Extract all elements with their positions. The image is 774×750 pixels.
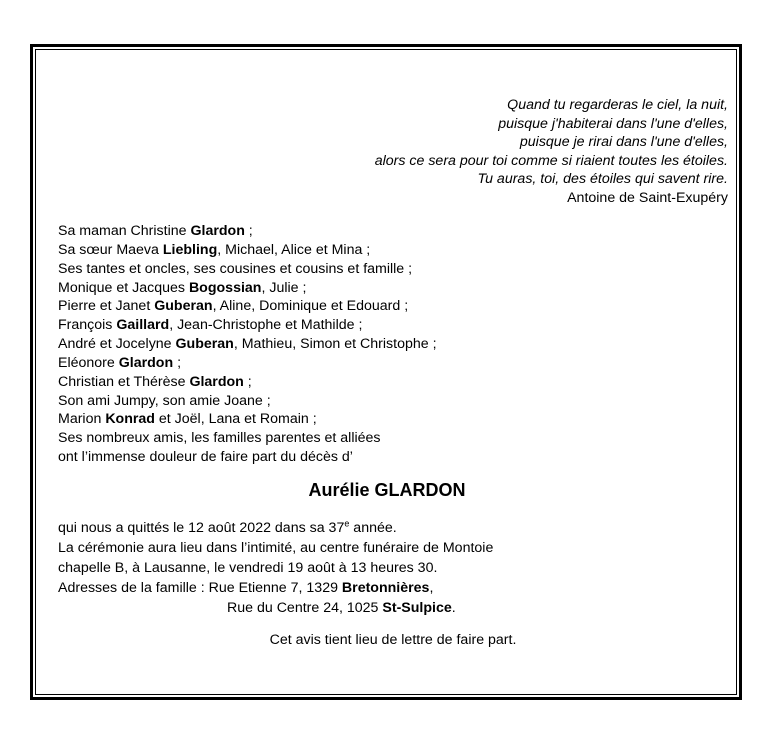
family-line: Eléonore Glardon ; [58,354,182,371]
family-line: ont l’immense douleur de faire part du décès d’ [58,449,353,466]
quote-line: Tu auras, toi, des étoiles qui savent rire. [477,171,728,188]
details-line: La cérémonie aura lieu dans l’intimité, au centre funéraire de Montoie [58,540,494,556]
family-line: Sa sœur Maeva Liebling, Michael, Alice et Mina ; [58,241,371,258]
family-line: Ses nombreux amis, les familles parentes et alliées [58,430,381,447]
family-line: Christian et Thérèse Glardon ; [58,373,252,390]
family-line: Pierre et Janet Guberan, Aline, Dominique et Edouard ; [58,298,409,315]
details-line: chapelle B, à Lausanne, le vendredi 19 août à 13 heures 30. [58,560,438,576]
footer-note: Cet avis tient lieu de lettre de faire part. [269,632,517,648]
ceremony-details [58,518,493,618]
quote-line: puisque je rirai dans l'une d'elles, [519,134,728,151]
family-address: Adresses de la famille : Rue Etienne 7, 1329 Bretonnières, [58,580,434,596]
deceased-name: Aurélie GLARDON [308,480,466,500]
family-line: François Gaillard, Jean-Christophe et Mathilde ; [58,317,363,334]
quote-line: Quand tu regarderas le ciel, la nuit, [507,97,728,113]
family-line: Monique et Jacques Bogossian, Julie ; [58,279,307,296]
family-line: Ses tantes et oncles, ses cousines et cousins et famille ; [58,260,413,277]
details-line: qui nous a quittés le 12 août 2022 dans sa 37e année. [58,518,397,536]
family-line: André et Jocelyne Guberan, Mathieu, Simon et Christophe ; [58,336,437,353]
family-line: Marion Konrad et Joël, Lana et Romain ; [58,411,317,428]
family-list [58,222,437,467]
family-address: Rue du Centre 24, 1025 St-Sulpice. [227,600,456,616]
quote-line: alors ce sera pour toi comme si riaient toutes les étoiles. [374,152,728,169]
family-line: Sa maman Christine Glardon ; [58,223,253,239]
epigraph-quote [375,96,728,208]
family-line: Son ami Jumpy, son amie Joane ; [58,392,271,409]
quote-author: Antoine de Saint-Exupéry [567,189,728,206]
quote-line: puisque j'habiterai dans l'une d'elles, [498,115,728,132]
